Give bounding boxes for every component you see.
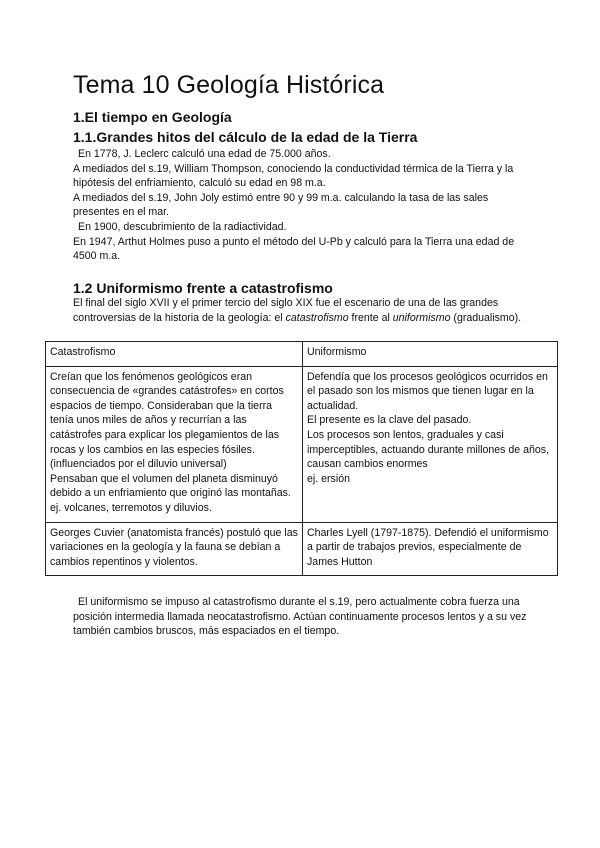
intro-catastrofismo: catastrofismo xyxy=(285,311,349,324)
section-heading-1: 1.El tiempo en Geología xyxy=(73,109,232,125)
table-row xyxy=(46,366,558,522)
closing-paragraph xyxy=(73,595,543,639)
intro-text-a: El final del siglo XVII y el primer tercio del siglo XIX fue el escenario de una de las grandes controversias de la historia de la geología: el xyxy=(73,297,499,324)
cell-cuvier: Georges Cuvier (anatomista francés) postuló que las variaciones en la geología y la fauna se debían a cambios repentinos y violentos. xyxy=(46,522,303,576)
hito-item: En 1900, descubrimiento de la radiactividad. xyxy=(78,220,287,233)
intro-uniformismo: uniformismo xyxy=(392,311,451,324)
page-title: Tema 10 Geología Histórica xyxy=(73,71,385,99)
intro-text-c: (gradualismo). xyxy=(450,311,522,324)
hito-item: En 1947, Arthut Holmes puso a punto el método del U-Pb y calculó para la Tierra una edad de 4500 m.a. xyxy=(73,235,515,263)
table-row xyxy=(46,522,558,576)
header-uniformismo: Uniformismo xyxy=(303,342,558,367)
table-header-row xyxy=(46,342,558,367)
hitos-list xyxy=(73,147,533,264)
hito-item: En 1778, J. Leclerc calculó una edad de 75.000 años. xyxy=(78,148,331,160)
header-catastrofismo: Catastrofismo xyxy=(46,342,303,367)
cell-catastrofismo-desc: Creían que los fenómenos geológicos eran consecuencia de «grandes catástrofes» en cortos espacios de tiempo. Consideraban que la tierra tenía unos miles de años y recurrían a las catástrofes para explicar los plegamientos de las rocas y los cambios en las especies fósiles. (influenciados por el diluvio universal) Pensaban que el volumen del planeta disminuyó debido a un enfriamiento que originó las montañas. ej. volcanes, terremotos y diluvios. xyxy=(46,366,303,522)
cell-lyell: Charles Lyell (1797-1875). Defendió el uniformismo a partir de trabajos previos, especialmente de James Hutton xyxy=(303,522,558,576)
closing-text: El uniformismo se impuso al catastrofismo durante el s.19, pero actualmente cobra fuerza una posición intermedia llamada neocatastrofismo. Actúan continuamente procesos lentos y a su vez también cambios bruscos, más espaciados en el tiempo. xyxy=(73,596,527,638)
hito-item: A mediados del s.19, John Joly estimó entre 90 y 99 m.a. calculando la tasa de las sales presentes en el mar. xyxy=(73,191,489,219)
section-heading-1-2: 1.2 Uniformismo frente a catastrofismo xyxy=(73,280,333,296)
section-heading-1-1: 1.1.Grandes hitos del cálculo de la edad de la Tierra xyxy=(73,129,418,145)
hito-item: A mediados del s.19, William Thompson, conociendo la conductividad térmica de la Tierra y la hipótesis del enfriamiento, calculó su edad en 98 m.a. xyxy=(73,162,514,190)
intro-text-b: frente al xyxy=(348,311,393,324)
intro-paragraph xyxy=(73,296,533,325)
cell-uniformismo-desc: Defendía que los procesos geológicos ocurridos en el pasado son los mismos que tienen lugar en la actualidad. El presente es la clave del pasado. Los procesos son lentos, graduales y casi imperceptibles, actuando durante millones de años, causan cambios enormes ej. ersión xyxy=(303,366,558,522)
comparison-table xyxy=(45,341,558,576)
